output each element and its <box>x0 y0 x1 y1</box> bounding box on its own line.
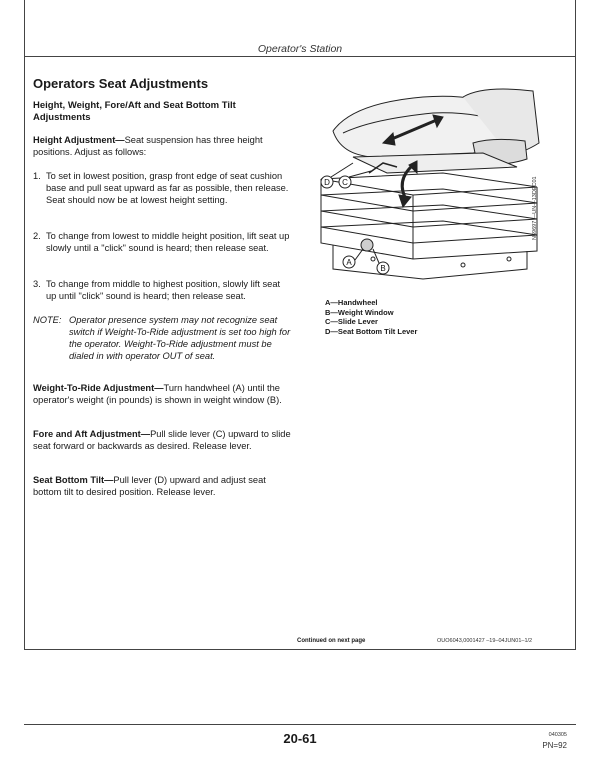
content-rule-bottom <box>24 649 576 650</box>
step-number: 2. <box>33 231 41 241</box>
step-number: 3. <box>33 279 41 289</box>
height-adjustment-text: Seat suspension has three height positions. Adjust as follows: <box>33 135 263 157</box>
callout-d: D <box>324 178 330 187</box>
legend-item: C—Slide Lever <box>325 317 378 326</box>
content-rule-left <box>24 56 25 650</box>
figure-id: N69697 —UN—13DEC01 <box>532 176 538 240</box>
weight-to-ride-text: Turn handwheel (A) until the operator's weight (in pounds) is shown in weight window (B). <box>33 383 282 405</box>
legend-item: D—Seat Bottom Tilt Lever <box>325 326 418 336</box>
step-text: To change from lowest to middle height position, lift seat up slowly until a "click" sound is heard; then release seat. <box>46 231 290 253</box>
document-code: OUO6043,0001427 –19–04JUN01–1/2 <box>437 638 533 644</box>
footer-rule <box>24 724 576 725</box>
note-label: NOTE: <box>33 315 62 325</box>
height-adjustment-label: Height Adjustment— <box>33 135 125 145</box>
step-text: To set in lowest position, grasp front edge of seat cushion base and pull seat upward as far as possible, then release. Seat should now be at lowest height setting. <box>46 171 289 205</box>
running-header: Operator's Station <box>257 43 343 55</box>
fore-aft-text: Pull slide lever (C) upward to slide seat forward or backwards as desired. Release lever. <box>33 429 291 451</box>
header-rule <box>24 56 576 57</box>
list-item <box>33 230 291 254</box>
pn-number: PN=92 <box>542 741 567 750</box>
seat-tilt-text: Pull lever (D) upward and adjust seat bottom tilt to desired position. Release lever. <box>33 475 266 497</box>
note <box>33 314 291 362</box>
continued-note: Continued on next page <box>297 638 366 644</box>
step-text: To change from middle to highest position, slowly lift seat up until "click" sound is heard; then release seat. <box>46 279 281 301</box>
subsection-title: Height, Weight, Fore/Aft and Seat Bottom Tilt Adjustments <box>33 100 236 123</box>
callout-a: A <box>346 258 352 267</box>
seat-tilt-label: Seat Bottom Tilt— <box>33 475 114 485</box>
page-title: Operators Seat Adjustments <box>33 76 209 91</box>
weight-to-ride-paragraph <box>33 382 291 406</box>
seat-tilt-paragraph <box>33 474 291 498</box>
list-item <box>33 278 291 302</box>
page-number: 20-61 <box>283 731 317 746</box>
figure-legend <box>325 298 417 336</box>
date-code: 040305 <box>548 732 567 738</box>
legend-item: A—Handwheel <box>325 298 378 307</box>
weight-to-ride-label: Weight-To-Ride Adjustment— <box>33 383 164 393</box>
callout-c: C <box>342 178 348 187</box>
legend-item: B—Weight Window <box>325 307 394 317</box>
list-item <box>33 170 291 206</box>
seat-drawing <box>313 83 545 288</box>
height-adjustment-paragraph <box>33 134 291 158</box>
callout-b: B <box>380 264 386 273</box>
fore-aft-paragraph <box>33 428 291 452</box>
seat-illustration <box>313 83 545 288</box>
fore-aft-label: Fore and Aft Adjustment— <box>33 429 151 439</box>
step-number: 1. <box>33 171 41 181</box>
content-rule-right <box>575 56 576 650</box>
note-text: Operator presence system may not recognize seat switch if Weight-To-Ride adjustment is set too high for the operator. Weight-To-Ride adjustment must be dialed in with operator OUT of seat. <box>69 315 291 361</box>
